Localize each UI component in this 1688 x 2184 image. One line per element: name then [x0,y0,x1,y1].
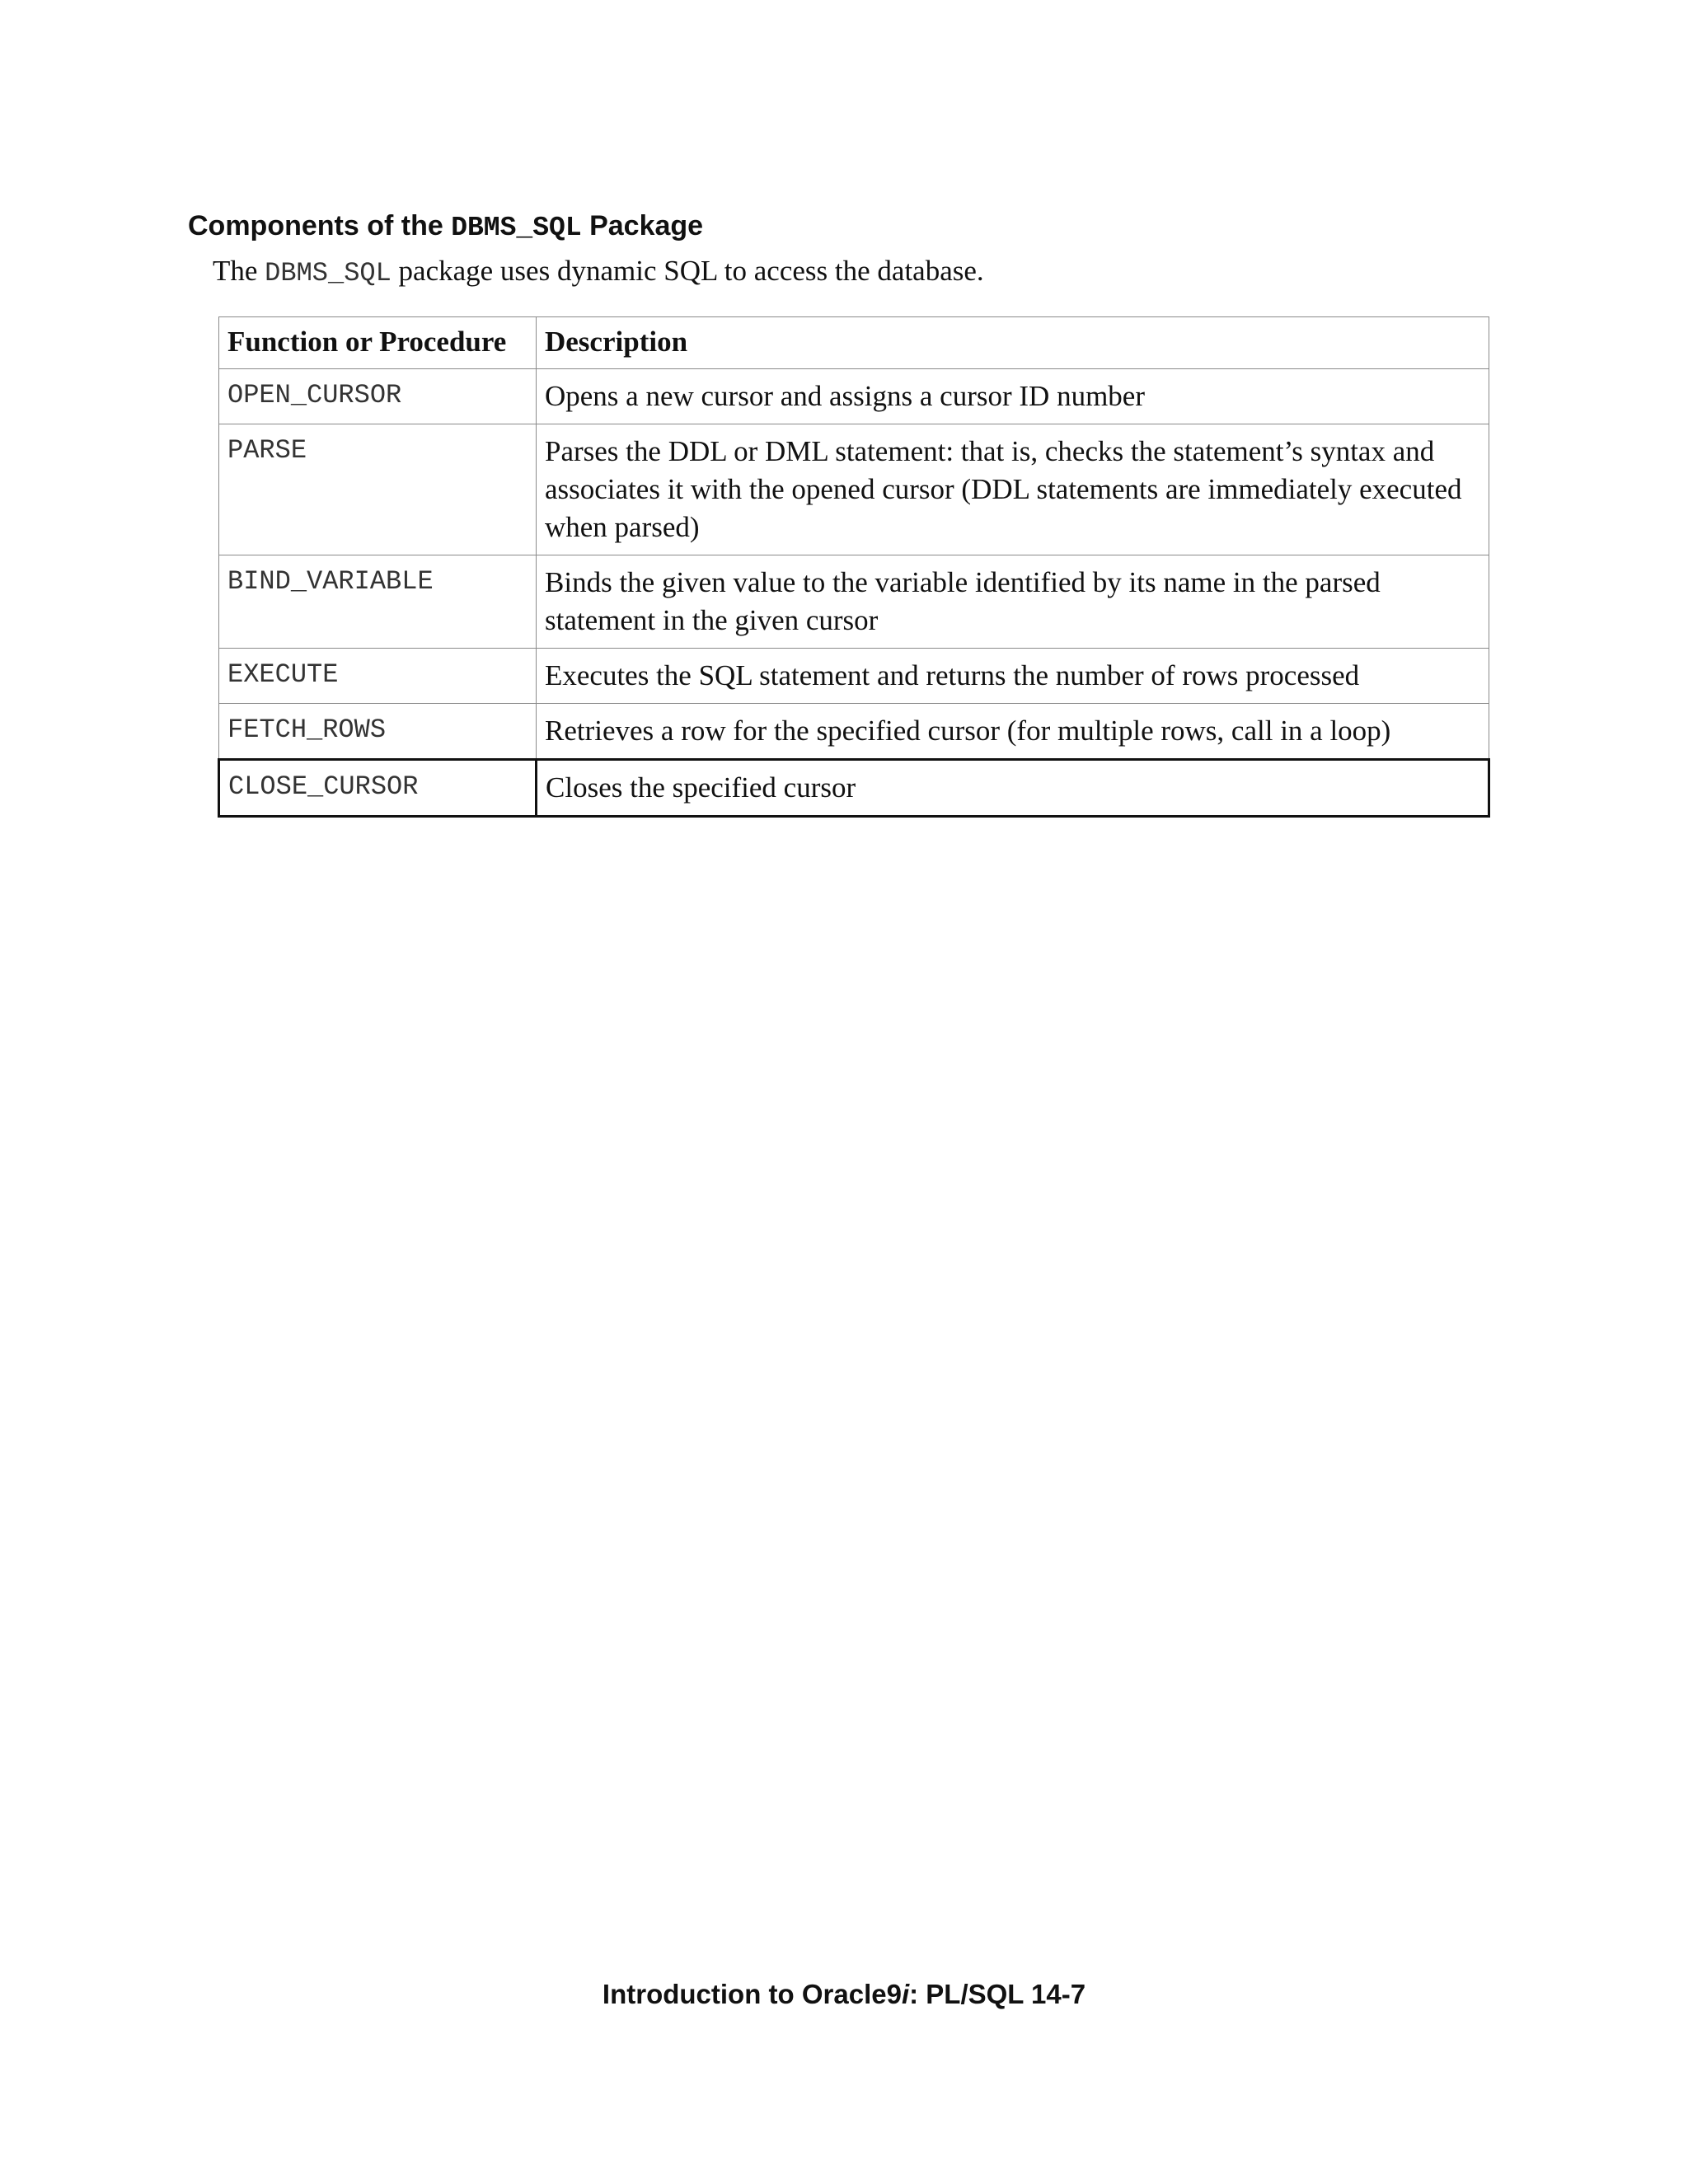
function-description: Closes the specified cursor [537,760,1489,817]
heading-suffix: Package [581,210,704,241]
footer-italic: i [901,1979,910,2009]
functions-table [218,316,1490,818]
column-header-function: Function or Procedure [219,317,537,369]
table-row [219,424,1489,555]
table-row [219,760,1489,817]
section-heading [188,206,703,248]
function-name: PARSE [219,424,537,555]
table-header-row [219,317,1489,369]
function-description: Retrieves a row for the specified cursor (for multiple rows, call in a loop) [537,704,1489,760]
footer-prefix: Introduction to Oracle9 [602,1979,902,2009]
heading-prefix: Components of the [188,210,452,241]
function-name: OPEN_CURSOR [219,369,537,424]
intro-prefix: The [213,255,265,287]
function-description: Executes the SQL statement and returns the number of rows processed [537,649,1489,704]
function-description: Opens a new cursor and assigns a cursor ID number [537,369,1489,424]
page-footer [0,1976,1688,2013]
table-row [219,555,1489,649]
column-header-description: Description [537,317,1489,369]
table-row [219,649,1489,704]
function-name: CLOSE_CURSOR [219,760,537,817]
intro-code: DBMS_SQL [265,258,392,288]
function-description: Binds the given value to the variable identified by its name in the parsed statement in the given cursor [537,555,1489,649]
function-name: EXECUTE [219,649,537,704]
table-row [219,369,1489,424]
table-row [219,704,1489,760]
intro-suffix: package uses dynamic SQL to access the database. [391,255,984,287]
footer-suffix: : PL/SQL 14-7 [909,1979,1086,2009]
function-name: FETCH_ROWS [219,704,537,760]
heading-code: DBMS_SQL [451,213,582,243]
intro-paragraph [213,252,984,293]
function-description: Parses the DDL or DML statement: that is, checks the statement’s syntax and associates it with the opened cursor (DDL statements are immediately executed when parsed) [537,424,1489,555]
function-name: BIND_VARIABLE [219,555,537,649]
